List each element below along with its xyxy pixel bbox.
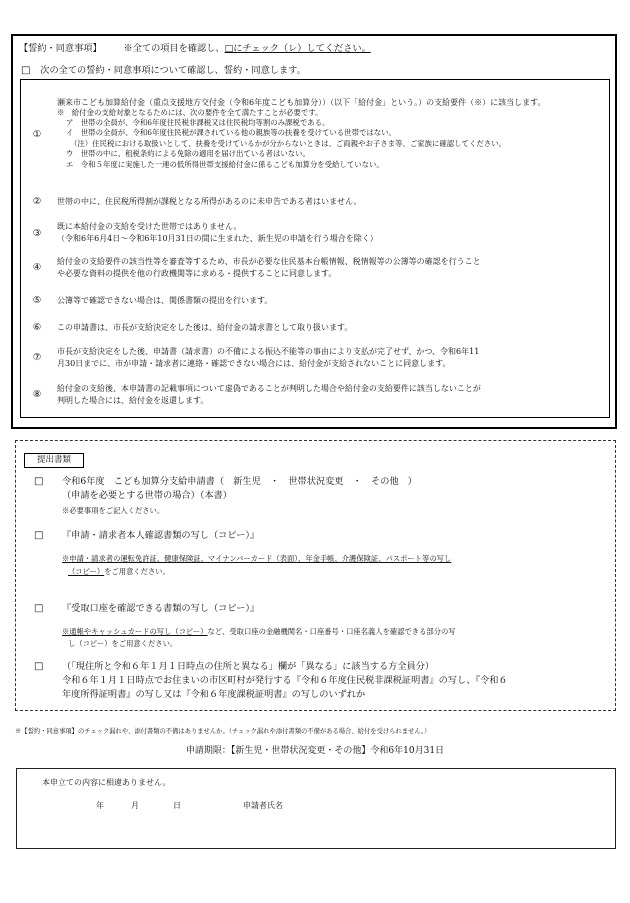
check-all-label: 次の全ての誓約・同意事項について確認し、誓約・同意します。 [40, 65, 306, 76]
doc4-desc-cont: 年度所得証明書』の写し又は『令和６年度課税証明書』の写しのいずれか [62, 689, 366, 700]
pledge-item-text: 世帯の中に、住民税所得割が課税となる所得があるのに未申告である者はいません。 [57, 197, 362, 206]
pledge-item-text: イ 世帯の全員が、令和6年度住民税が課されている他の親族等の扶養を受けている世帯ではない。 [66, 128, 396, 137]
date-month-label: 月 [131, 801, 139, 810]
doc1-checkbox[interactable]: □ [34, 476, 44, 487]
confirmation-statement: 本申立ての内容に相違ありません。 [42, 778, 171, 787]
doc2-note-cont [68, 566, 170, 579]
doc2-note-tail: をご用意ください。 [104, 567, 170, 576]
applicant-name-label: 申請者氏名 [243, 801, 283, 810]
pledge-item-number: ⑤ [32, 295, 42, 306]
date-day-label: 日 [173, 801, 181, 810]
pledge-item-number: ⑥ [32, 322, 42, 333]
pledge-item-text: や必要な資料の提供を他の行政機関等に求める・提供することに同意します。 [57, 269, 337, 278]
pledge-header [19, 40, 371, 54]
pledge-header-note: ※全ての項目を確認し、 [123, 43, 225, 54]
pledge-item-text: ウ 世帯の中に、租税条約による免除の適用を届け出ている者はいない。 [66, 149, 310, 158]
pledge-item-text: ア 世帯の全員が、令和6年度住民税非課税又は住民税均等割のみ課税である。 [66, 118, 330, 127]
pledge-item-text: 判明した場合には、給付金を返還します。 [57, 396, 209, 405]
pledge-item-text: 給付金の支給要件の該当性等を審査等するため、市長が必要な住民基本台帳情報、税情報等の公簿等の確認を行うこと [57, 257, 481, 266]
pledge-item-text: 給付金の支給後、本申請書の記載事項について虚偽であることが判明した場合や給付金の支給要件に該当しないことが [57, 384, 481, 393]
documents-tag: 提出書類 [24, 453, 84, 468]
doc1-title: 令和6年度 こども加算分支給申請書（ 新生児 ・ 世帯状況変更 ・ その他 ） [62, 476, 417, 487]
pledge-item-text: エ 令和５年度に実施した一連の低所得世帯支援給付金に係るこども加算分を受給していない。 [66, 160, 384, 169]
pledge-item-number: ① [32, 129, 42, 140]
date-year-label: 年 [96, 801, 104, 810]
footer-note: ※【誓約・同意事項】のチェック漏れや、添付書類の不備はありませんか。（チェック漏れや添付書類の不備がある場合、給付を受けられません。） [15, 728, 431, 735]
pledge-item-number: ⑦ [32, 352, 42, 363]
pledge-item-text: 瀬来市こども加算給付金（重点支援地方交付金（令和6年度こども加算分））（以下「給付金」という。）の支給要件（※）に該当します。 [57, 98, 546, 107]
pledge-item-text: この申請書は、市長が支給決定をした後は、給付金の請求書として取り扱います。 [57, 323, 353, 332]
doc3-note [62, 626, 456, 639]
doc3-note-cont: し（コピー）をご用意ください。 [68, 639, 178, 648]
pledge-item-text: ※ 給付金の支給対象となるためには、次の要件を全て満たすことが必要です。 [57, 108, 323, 117]
pledge-item-text: （注）住民税における取扱いとして、扶養を受けているかが分からないときは、ご両親やお子さま等、ご家族に確認してください。 [70, 139, 506, 148]
doc3-checkbox[interactable]: □ [34, 603, 44, 614]
check-all-checkbox[interactable]: □ [21, 65, 31, 76]
doc2-checkbox[interactable]: □ [34, 530, 44, 541]
pledge-item-number: ③ [32, 228, 42, 239]
check-all-row[interactable] [21, 62, 306, 76]
pledge-header-label: 【誓約・同意事項】 [19, 43, 102, 54]
doc4-condition: （「現住所と令和６年１月１日時点の住所と異なる」欄が「異なる」に該当する方全員分） [62, 661, 435, 672]
doc1-note: ※必要事項をご記入ください。 [62, 506, 165, 515]
doc2-title: 『申請・請求者本人確認書類の写し（コピー）』 [62, 530, 260, 541]
doc3-title: 『受取口座を確認できる書類の写し（コピー）』 [62, 603, 260, 614]
pledge-item-text: 既に本給付金の支給を受けた世帯ではありません。 [57, 222, 242, 231]
deadline-text: 申請期限：【新生児・世帯状況変更・その他】令和6年10月31日 [185, 746, 445, 756]
pledge-item-number: ② [32, 196, 42, 207]
doc4-checkbox[interactable]: □ [34, 661, 44, 672]
pledge-header-note-underlined: □にチェック（レ）してください。 [224, 43, 371, 54]
doc4-desc: 令和６年１月１日時点でお住まいの市区町村が発行する『令和６年度住民税非課税証明書』の写し、『令和６ [62, 675, 508, 686]
doc2-note: ※申請・請求者の運転免許証、健康保険証、マイナンバーカード（表面）、年金手帳、介護保険証、パスポート等の写し [62, 554, 452, 563]
pledge-item-text: 市長が支給決定をした後、申請書（請求書）の不備による振込不能等の事由により支払が完了せず、かつ、令和6年11 [57, 347, 480, 356]
pledge-item-number: ④ [32, 262, 42, 273]
doc2-note-copy: （コピー） [68, 567, 105, 576]
doc3-note-underlined: ※通帳やキャッシュカードの写し（コピー） [62, 627, 208, 636]
doc3-note-rest: など、受取口座の金融機関名・口座番号・口座名義人を確認できる部分の写 [207, 627, 456, 636]
pledge-item-text: 月30日までに、市が申請・請求者に連絡・確認できない場合には、給付金が支給されないことに同意します。 [57, 359, 451, 368]
pledge-item-text: 公簿等で確認できない場合は、関係書類の提出を行います。 [57, 296, 273, 305]
pledge-item-text: （令和6年6月4日～令和6年10月31日の間に生まれた、新生児の申請を行う場合を除く） [57, 234, 378, 243]
pledge-item-number: ⑧ [32, 389, 42, 400]
doc1-subtitle: （申請を必要とする世帯の場合）（本書） [62, 490, 232, 501]
